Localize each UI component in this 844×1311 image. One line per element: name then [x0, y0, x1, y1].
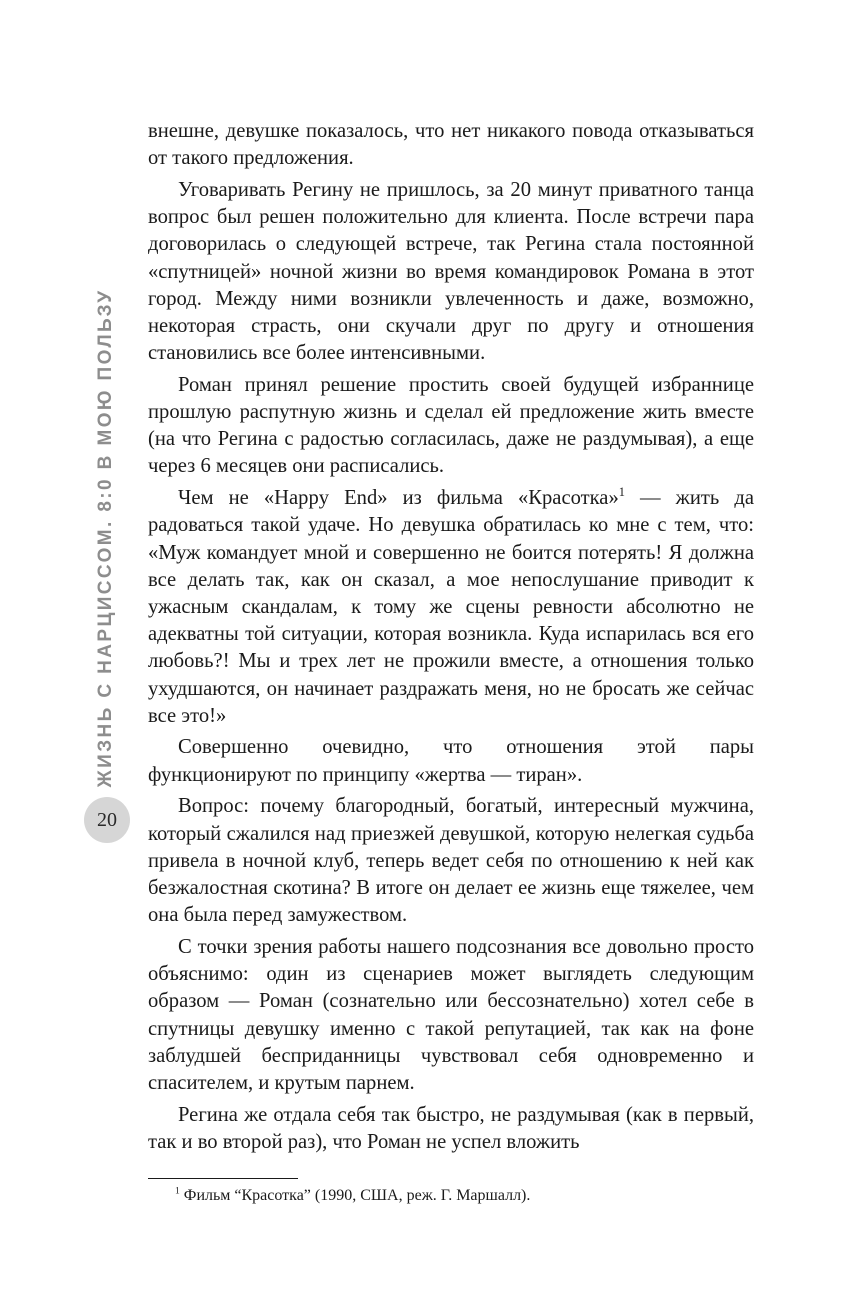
paragraph: Вопрос: почему благородный, богатый, интересный мужчина, который сжалился над приезжей девушкой, которую нелегкая судьба привела в ночной клуб, теперь ведет себя по отношению к ней как безжалостная скотина? В итоге он делает ее жизнь еще тяжелее, чем она была перед замужеством.	[148, 795, 754, 927]
paragraph-text: — жить да радоваться такой удаче. Но девушка обратилась ко мне с тем, что: «Муж командует мной и совершенно не боится потерять! Я должна все делать так, как он сказал, а мое непослушание приводит к ужасным скандалам, к тому же сцены ревности абсолютно не адекватны той ситуации, которая возникла. Куда испарилась вся его любовь?! Мы и трех лет не прожили вместе, а отношения только ухудшаются, он начинает раздражать меня, но не бросать же сейчас все это!»	[148, 487, 754, 727]
footnote	[175, 1186, 755, 1206]
paragraph: Регина же отдала себя так быстро, не раздумывая (как в первый, так и во второй раз), что Роман не успел вложить	[148, 1103, 754, 1153]
footnote-divider	[148, 1178, 298, 1179]
footnote-mark: 1	[175, 1185, 180, 1197]
paragraph: С точки зрения работы нашего подсознания все довольно просто объяснимо: один из сценариев может выглядеть следующим образом — Роман (сознательно или бессознательно) хотел себе в спутницы девушку именно с такой репутацией, так как на фоне заблудшей бесприданницы чувствовал себя одновременно и спасителем, и крутым парнем.	[148, 935, 754, 1094]
paragraph-continued: внешне, девушке показалось, что нет никакого повода отказываться от такого предложения.	[148, 120, 754, 170]
paragraph-text: Чем не «Happy End» из фильма «Красотка»	[178, 487, 619, 510]
footnote-text: Фильм “Красотка” (1990, США, реж. Г. Маршалл).	[179, 1187, 531, 1204]
paragraph: Роман принял решение простить своей будущей избраннице прошлую распутную жизнь и сделал ей предложение жить вместе (на что Регина с радостью согласилась, даже не раздумывая), а еще через 6 месяцев они расписались.	[148, 373, 754, 478]
paragraph-with-footnote	[148, 485, 754, 730]
page-number: 20	[97, 808, 117, 831]
paragraph: Уговаривать Регину не пришлось, за 20 минут приватного танца вопрос был решен положительно для клиента. После встречи пара договорилась о следующей встрече, так Регина стала постоянной «спутницей» ночной жизни во время командировок Романа в этот город. Между ними возникли увлеченность и даже, возможно, некоторая страсть, они скучали друг по другу и отношения становились все более интенсивными.	[148, 178, 754, 365]
body-text	[148, 118, 754, 1156]
footnote-reference: 1	[618, 485, 625, 500]
running-title-text: ЖИЗНЬ С НАРЦИССОМ. 8:0 В МОЮ ПОЛЬЗУ	[95, 288, 116, 788]
page-number-badge	[84, 797, 130, 843]
paragraph: Совершенно очевидно, что отношения этой пары функционируют по принципу «жертва — тиран».	[148, 736, 754, 786]
